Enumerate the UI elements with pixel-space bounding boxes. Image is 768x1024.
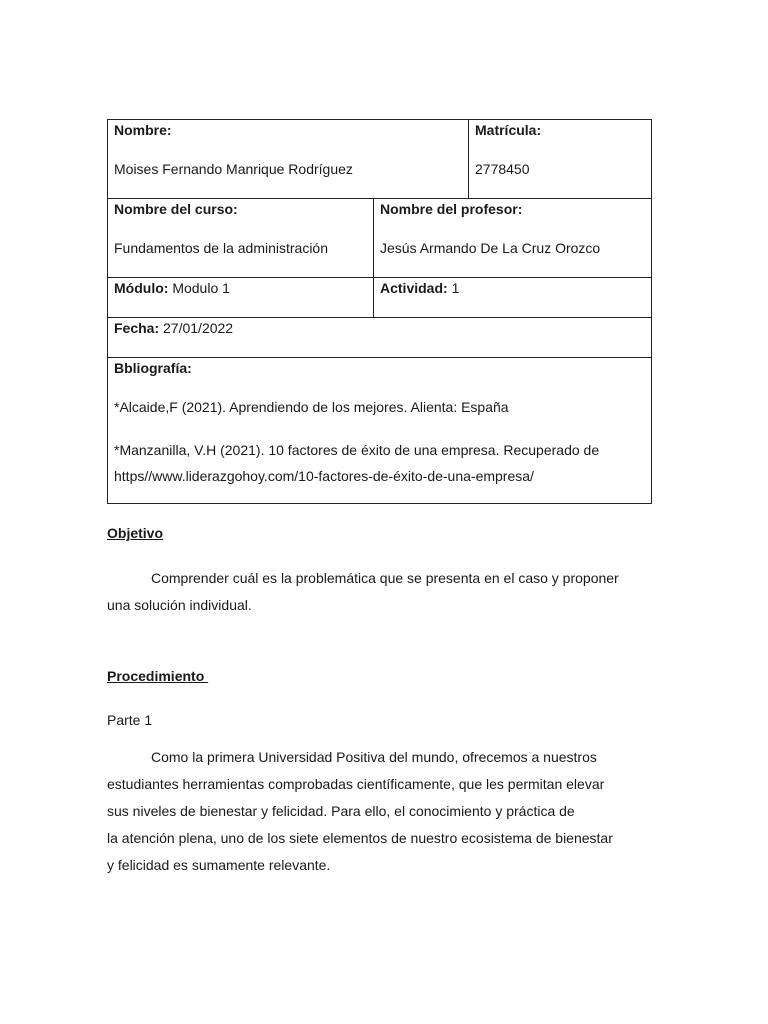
modulo-label: Módulo: [114, 280, 169, 296]
modulo-cell [108, 278, 374, 318]
nombre-label: Nombre: [114, 122, 172, 138]
profesor-value: Jesús Armando De La Cruz Orozco [380, 240, 601, 256]
objetivo-line-1: Comprender cuál es la problemática que se presenta en el caso y proponer [151, 570, 619, 586]
procedimiento-line-4: la atención plena, uno de los siete elementos de nuestro ecosistema de bienestar [107, 830, 613, 846]
matricula-value: 2778450 [475, 161, 530, 177]
parte-label: Parte 1 [107, 712, 153, 728]
bibliografia-entry-2 [114, 437, 645, 489]
procedimiento-heading: Procedimiento [107, 668, 209, 684]
curso-value: Fundamentos de la administración [114, 240, 329, 256]
objetivo-paragraph [107, 565, 652, 619]
procedimiento-line-5: y felicidad es sumamente relevante. [107, 857, 331, 873]
curso-label: Nombre del curso: [114, 201, 238, 217]
procedimiento-line-3: sus niveles de bienestar y felicidad. Para ello, el conocimiento y práctica de [107, 803, 575, 819]
nombre-value: Moises Fernando Manrique Rodríguez [114, 161, 353, 177]
bibliografia-label: Bbliografía: [114, 360, 192, 376]
actividad-label: Actividad: [380, 280, 448, 296]
modulo-value: Modulo 1 [172, 280, 230, 296]
bibliografia-entry-1: *Alcaide,F (2021). Aprendiendo de los mejores. Alienta: España [114, 399, 509, 415]
nombre-cell [108, 120, 469, 199]
bibliografia-entry-2-line2: https//www.liderazgohoy.com/10-factores-de-éxito-de-una-empresa/ [114, 468, 534, 484]
bibliografia-cell [108, 358, 652, 504]
procedimiento-line-1: Como la primera Universidad Positiva del mundo, ofrecemos a nuestros [151, 749, 597, 765]
objetivo-line-2: una solución individual. [107, 597, 252, 613]
procedimiento-line-2: estudiantes herramientas comprobadas científicamente, que les permitan elevar [107, 776, 605, 792]
actividad-cell [374, 278, 652, 318]
profesor-cell [374, 199, 652, 278]
fecha-label: Fecha: [114, 320, 160, 336]
fecha-value: 27/01/2022 [163, 320, 234, 336]
fecha-cell [108, 318, 652, 358]
objetivo-heading: Objetivo [107, 525, 164, 541]
matricula-cell [469, 120, 652, 199]
actividad-value: 1 [451, 280, 460, 296]
curso-cell [108, 199, 374, 278]
profesor-label: Nombre del profesor: [380, 201, 523, 217]
procedimiento-paragraph [107, 744, 652, 879]
student-info-table [107, 119, 652, 504]
matricula-label: Matrícula: [475, 122, 542, 138]
bibliografia-entry-2-line1: *Manzanilla, V.H (2021). 10 factores de éxito de una empresa. Recuperado de [114, 442, 600, 458]
